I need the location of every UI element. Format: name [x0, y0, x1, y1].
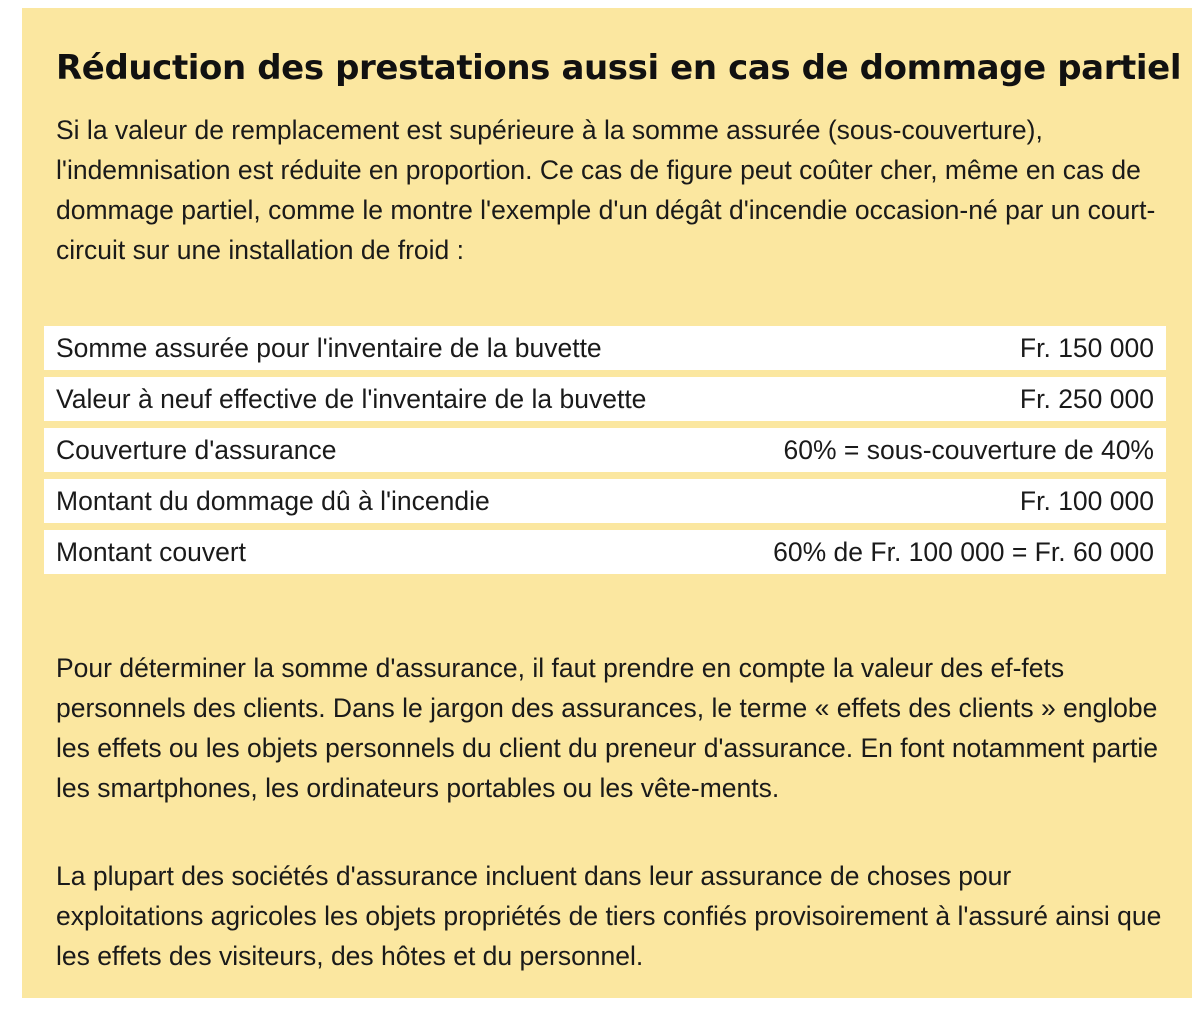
row-label: Valeur à neuf effective de l'inventaire de la buvette [56, 383, 647, 414]
row-label: Montant du dommage dû à l'incendie [56, 485, 490, 516]
table-row [44, 377, 1166, 421]
table-row [44, 326, 1166, 370]
table-row [44, 530, 1166, 574]
row-value: 60% de Fr. 100 000 = Fr. 60 000 [773, 536, 1154, 567]
row-value: 60% = sous-couverture de 40% [783, 434, 1154, 465]
example-table [44, 326, 1166, 581]
row-label: Montant couvert [56, 536, 247, 567]
row-label: Somme assurée pour l'inventaire de la buvette [56, 332, 602, 363]
info-box [22, 8, 1192, 998]
row-value: Fr. 100 000 [1019, 485, 1154, 516]
row-value: Fr. 150 000 [1019, 332, 1154, 363]
box-title: Réduction des prestations aussi en cas de dommage partiel [56, 48, 1182, 88]
third-party-paragraph: La plupart des sociétés d'assurance incluent dans leur assurance de choses pour exploitations agricoles les objets propriétés de tiers confiés provisoirement à l'assuré ainsi que les effets des visiteurs, des hôtes et du personnel. [56, 861, 1162, 971]
table-row [44, 479, 1166, 523]
row-label: Couverture d'assurance [56, 434, 337, 465]
row-value: Fr. 250 000 [1019, 383, 1154, 414]
intro-paragraph: Si la valeur de remplacement est supérieure à la somme assurée (sous-couverture), l'indemnisation est réduite en proportion. Ce cas de figure peut coûter cher, même en cas de dommage partiel, comme le montre l'exemple d'un dégât d'incendie occasion-né par un court-circuit sur une installation de froid : [56, 115, 1156, 265]
table-row [44, 428, 1166, 472]
clients-effects-paragraph: Pour déterminer la somme d'assurance, il faut prendre en compte la valeur des ef-fets personnels des clients. Dans le jargon des assurances, le terme « effets des clients » englobe les effets ou les objets personnels du client du preneur d'assurance. En font notamment partie les smartphones, les ordinateurs portables ou les vête-ments. [56, 653, 1159, 803]
